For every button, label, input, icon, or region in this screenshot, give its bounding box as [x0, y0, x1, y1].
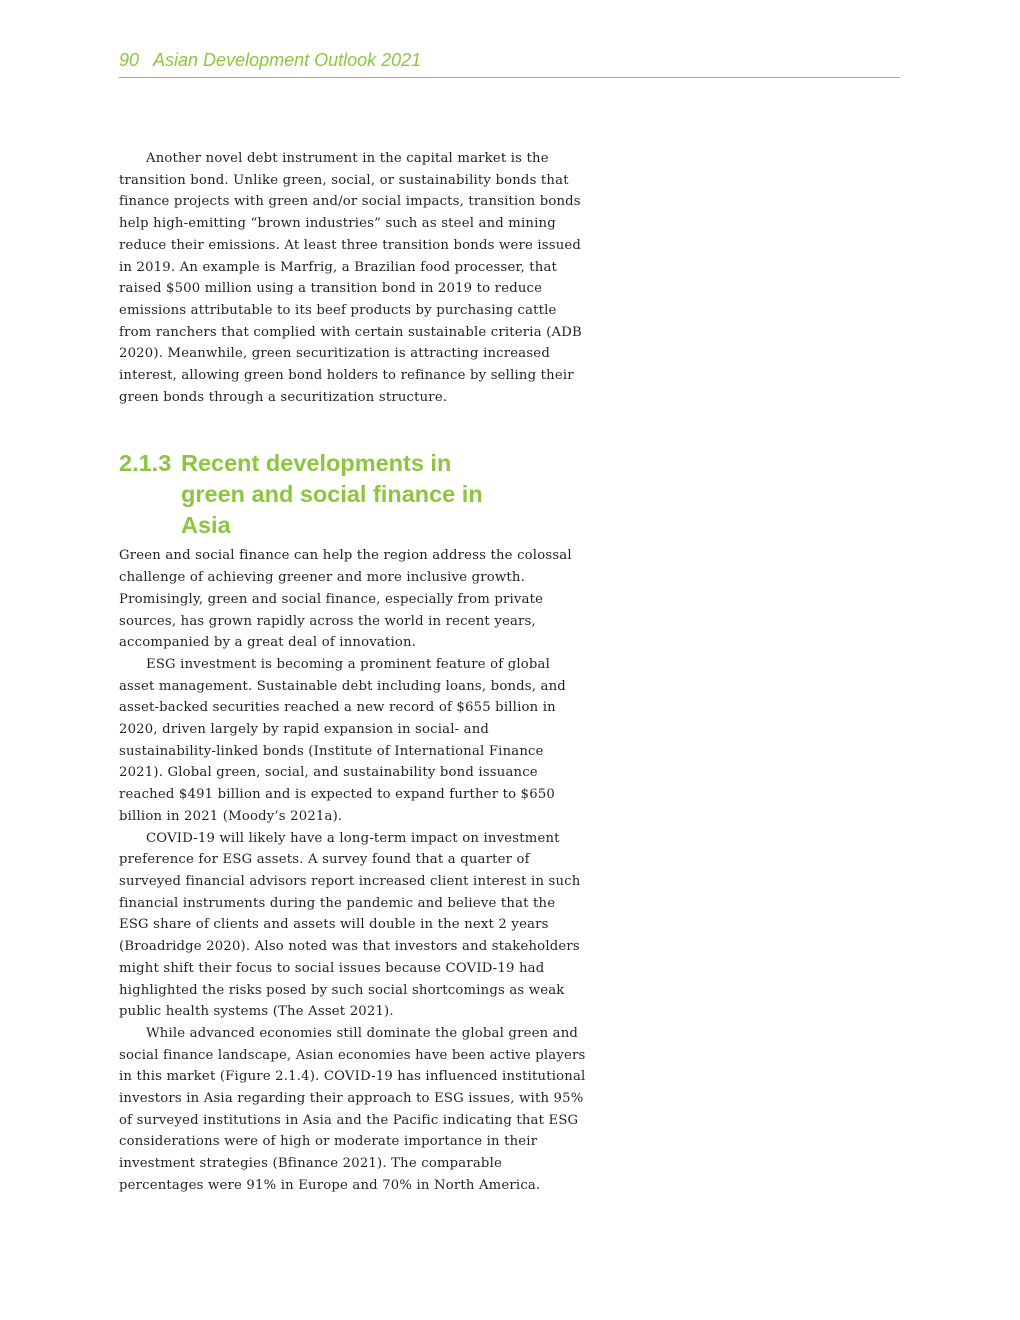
running-header	[119, 50, 900, 78]
body-column	[119, 148, 589, 1197]
page-number: 90	[119, 50, 140, 70]
intro-paragraph: Another novel debt instrument in the capital market is the transition bond. Unlike green, social, or sustainability bonds that finance projects with green and/or social impacts, transition bonds help high-emitting “brown industries” such as steel and mining reduce their emissions. At least three transition bonds were issued in 2019. An example is Marfrig, a Brazilian food processer, that raised $500 million using a transition bond in 2019 to reduce emissions attributable to its beef products by purchasing cattle from ranchers that complied with certain sustainable criteria (ADB 2020). Meanwhile, green securitization is attracting increased interest, allowing green bond holders to refinance by selling their green bonds through a securitization structure.	[119, 151, 582, 405]
section-heading	[119, 448, 589, 541]
section-paragraph-2: ESG investment is becoming a prominent feature of global asset management. Sustainable debt including loans, bonds, and asset-backed securities reached a new record of $655 billion in 2020, driven largely by rapid expansion in social- and sustainability-linked bonds (Institute of International Finance 2021). Global green, social, and sustainability bond issuance reached $491 billion and is expected to expand further to $650 billion in 2021 (Moody’s 2021a).	[119, 656, 566, 824]
section-paragraph-4: While advanced economies still dominate the global green and social finance landscape, Asian economies have been active players in this market (Figure 2.1.4). COVID-19 has influenced institutional investors in Asia regarding their approach to ESG issues, with 95% of surveyed institutions in Asia and the Pacific indicating that ESG considerations were of high or moderate importance in their investment strategies (Bfinance 2021). The comparable percentages were 91% in Europe and 70% in North America.	[119, 1025, 586, 1193]
section-paragraph-1: Green and social finance can help the region address the colossal challenge of achieving greener and more inclusive growth. Promisingly, green and social finance, especially from private sources, has grown rapidly across the world in recent years, accompanied by a great deal of innovation.	[119, 548, 572, 651]
section-title: Recent developments in green and social finance in Asia	[181, 450, 483, 539]
publication-title: Asian Development Outlook 2021	[153, 50, 422, 70]
section-number: 2.1.3	[119, 450, 172, 477]
section-paragraph-3: COVID-19 will likely have a long-term impact on investment preference for ESG assets. A survey found that a quarter of surveyed financial advisors report increased client interest in such financial instruments during the pandemic and believe that the ESG share of clients and assets will double in the next 2 years (Broadridge 2020). Also noted was that investors and stakeholders might shift their focus to social issues because COVID-19 had highlighted the risks posed by such social shortcomings as weak public health systems (The Asset 2021).	[119, 830, 581, 1020]
